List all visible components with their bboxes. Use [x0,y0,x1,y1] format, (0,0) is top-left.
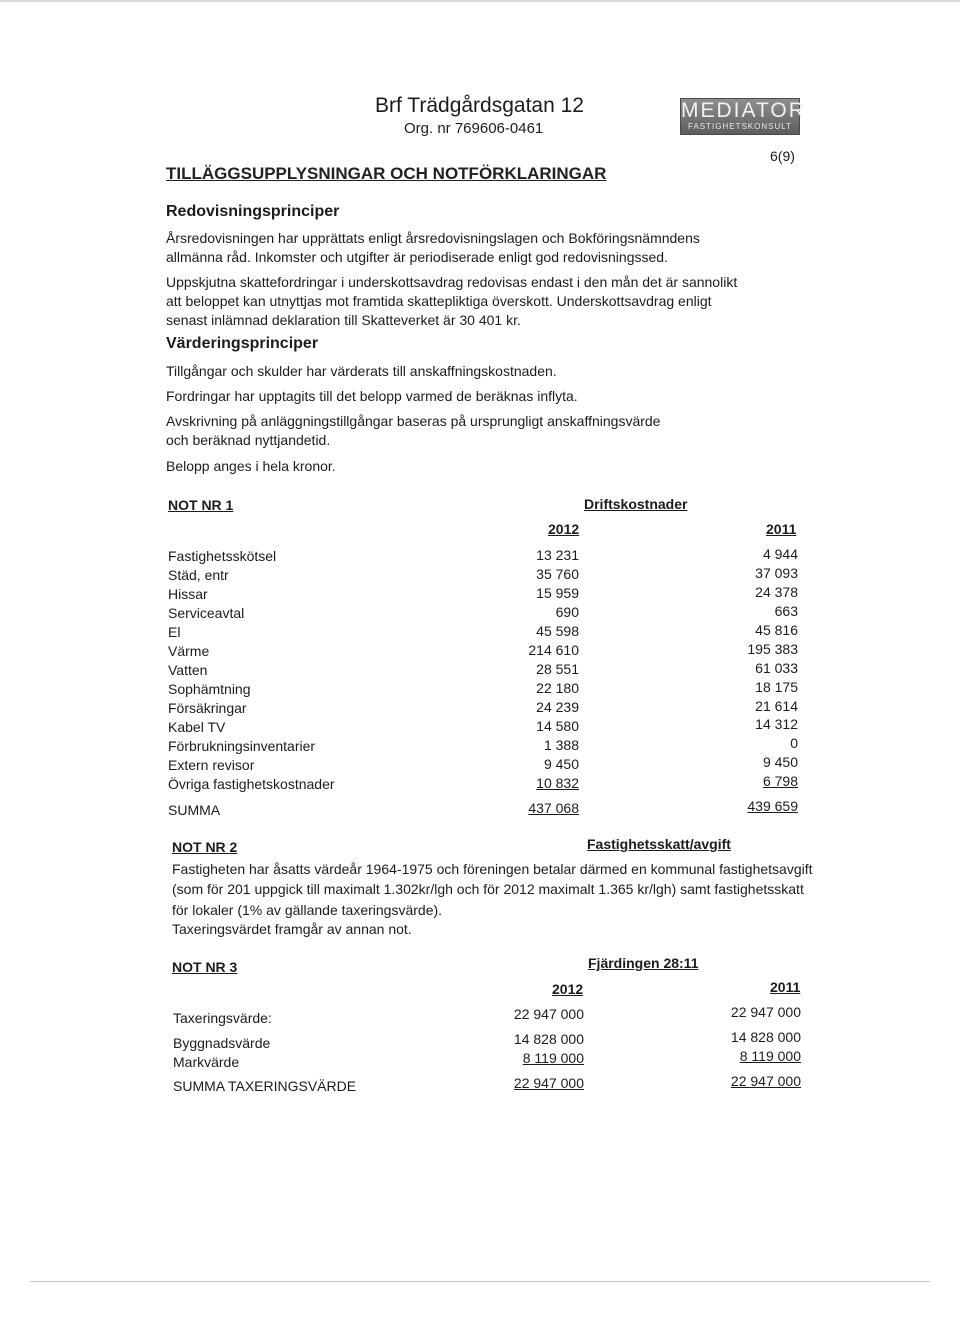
not1-row-label: Extern revisor [168,757,255,773]
not2-line: för lokaler (1% av gällande taxeringsvärde). [172,902,443,918]
vardering-line: Tillgångar och skulder har värderats till anskaffningskostnaden. [166,363,557,379]
not1-row-value-2012: 15 959 [536,585,579,601]
redovisning-heading: Redovisningsprinciper [166,203,340,220]
not3-taxering-2011: 22 947 000 [730,1004,801,1020]
not2-line: Taxeringsvärdet framgår av annan not. [172,921,412,937]
vardering-heading: Värderingsprinciper [166,335,319,352]
not1-row-value-2012: 22 180 [536,680,579,696]
not1-row-value-2011: 45 816 [755,622,798,638]
vardering-line: Fordringar har upptagits till det belopp varmed de beräknas inflyta. [166,388,578,404]
redovisning-line: allmänna råd. Inkomster och utgifter är periodiserade enligt god redovisningssed. [166,249,668,265]
not3-byggnad-label: Byggnadsvärde [173,1035,271,1051]
not1-row-label: Förbrukningsinventarier [168,738,316,754]
not1-row-label: Kabel TV [168,719,226,735]
page-number: 6(9) [770,148,795,164]
not1-row-label: Vatten [168,662,208,678]
not1-row-label: Försäkringar [168,700,247,716]
not2-line: (som för 201 uppgick till maximalt 1.302kr/lgh och för 2012 maximalt 1.365 kr/lgh) samt fastighetsskatt [172,881,804,897]
not2-line: Fastigheten har åsatts värdeår 1964-1975 och föreningen betalar därmed en kommunal fastighetsavgift [172,861,813,877]
not1-row-value-2012: 214 610 [528,642,579,658]
not1-row-value-2012: 9 450 [543,756,579,772]
not2-title: Fastighetsskatt/avgift [587,836,731,852]
org-number: Org. nr 769606-0461 [404,120,544,137]
not2-label: NOT NR 2 [172,839,238,855]
not1-row-value-2012: 35 760 [536,566,579,582]
scan-edge-top [0,0,960,2]
not1-sum-2011: 439 659 [747,798,798,814]
not1-row-value-2011: 61 033 [755,660,798,676]
logo-subtext: FASTIGHETSKONSULT [688,122,792,131]
redovisning-line: Uppskjutna skattefordringar i underskottsavdrag redovisas endast i den mån det är sannolikt [166,274,738,290]
mediator-logo [680,98,806,135]
not1-row-value-2011: 195 383 [747,641,798,657]
not3-byggnad-2012: 14 828 000 [513,1031,584,1047]
not1-title: Driftskostnader [584,496,688,512]
not1-row-value-2011: 4 944 [762,546,798,562]
logo-text: MEDIATOR [681,99,806,122]
not1-row-label: Övriga fastighetskostnader [168,776,335,792]
not1-row-label: El [168,624,181,640]
not1-row-label: Sophämtning [168,681,251,697]
redovisning-line: att beloppet kan utnyttjas mot framtida skattepliktiga överskott. Underskottsavdrag enligt [166,293,712,309]
not1-row-label: Städ, entr [168,567,229,583]
not3-title: Fjärdingen 28:11 [588,955,699,971]
vardering-line: Belopp anges i hela kronor. [166,458,336,474]
not1-row-value-2012: 14 580 [536,718,579,734]
not1-row-value-2012: 28 551 [536,661,579,677]
not3-taxering-2012: 22 947 000 [513,1006,584,1022]
main-heading: TILLÄGGSUPPLYSNINGAR OCH NOTFÖRKLARINGAR [166,164,607,183]
not1-row-value-2011: 0 [790,735,798,751]
not3-year-a: 2012 [552,981,584,997]
not1-row-value-2012: 1 388 [543,737,579,753]
not1-row-value-2011: 663 [774,603,798,619]
not1-row-value-2011: 14 312 [755,716,798,732]
not3-sum-2012: 22 947 000 [513,1075,584,1091]
not1-sum-label: SUMMA [168,802,221,818]
not3-taxering-label: Taxeringsvärde: [173,1010,272,1026]
not1-sum-2012: 437 068 [528,800,579,816]
not3-sum-label: SUMMA TAXERINGSVÄRDE [173,1078,357,1094]
not3-mark-2011: 8 119 000 [739,1048,801,1064]
not1-row-value-2012: 24 239 [536,699,579,715]
vardering-line: och beräknad nyttjandetid. [166,432,331,448]
not1-row-value-2011: 24 378 [755,584,798,600]
not1-year-b: 2011 [766,521,797,537]
not1-row-label: Serviceavtal [168,605,245,621]
not1-row-value-2011: 21 614 [755,698,798,714]
redovisning-line: Årsredovisningen har upprättats enligt årsredovisningslagen och Bokföringsnämndens [166,230,700,246]
vardering-line: Avskrivning på anläggningstillgångar baseras på ursprungligt anskaffningsvärde [166,413,661,429]
redovisning-line: senast inlämnad deklaration till Skatteverket är 30 401 kr. [166,312,521,328]
not1-row-value-2012: 45 598 [536,623,579,639]
not3-sum-2011: 22 947 000 [730,1073,801,1089]
not1-label: NOT NR 1 [168,497,234,513]
not1-row-label: Värme [168,643,210,659]
association-name: Brf Trädgårdsgatan 12 [375,94,584,117]
not3-label: NOT NR 3 [172,959,238,975]
not1-row-value-2011: 6 798 [762,773,798,789]
not3-mark-label: Markvärde [173,1054,240,1070]
not1-row-label: Fastighetsskötsel [168,548,277,564]
not1-row-label: Hissar [168,586,208,602]
not1-row-value-2011: 18 175 [755,679,798,695]
not1-row-value-2012: 690 [555,604,579,620]
not1-row-value-2012: 10 832 [536,775,579,791]
scan-edge-bottom [30,1281,930,1282]
not1-year-a: 2012 [548,521,580,537]
not1-row-value-2011: 9 450 [762,754,798,770]
not3-year-b: 2011 [770,979,801,995]
not1-row-value-2011: 37 093 [755,565,798,581]
not1-row-value-2012: 13 231 [536,547,579,563]
not3-byggnad-2011: 14 828 000 [730,1029,801,1045]
not3-mark-2012: 8 119 000 [522,1050,584,1066]
